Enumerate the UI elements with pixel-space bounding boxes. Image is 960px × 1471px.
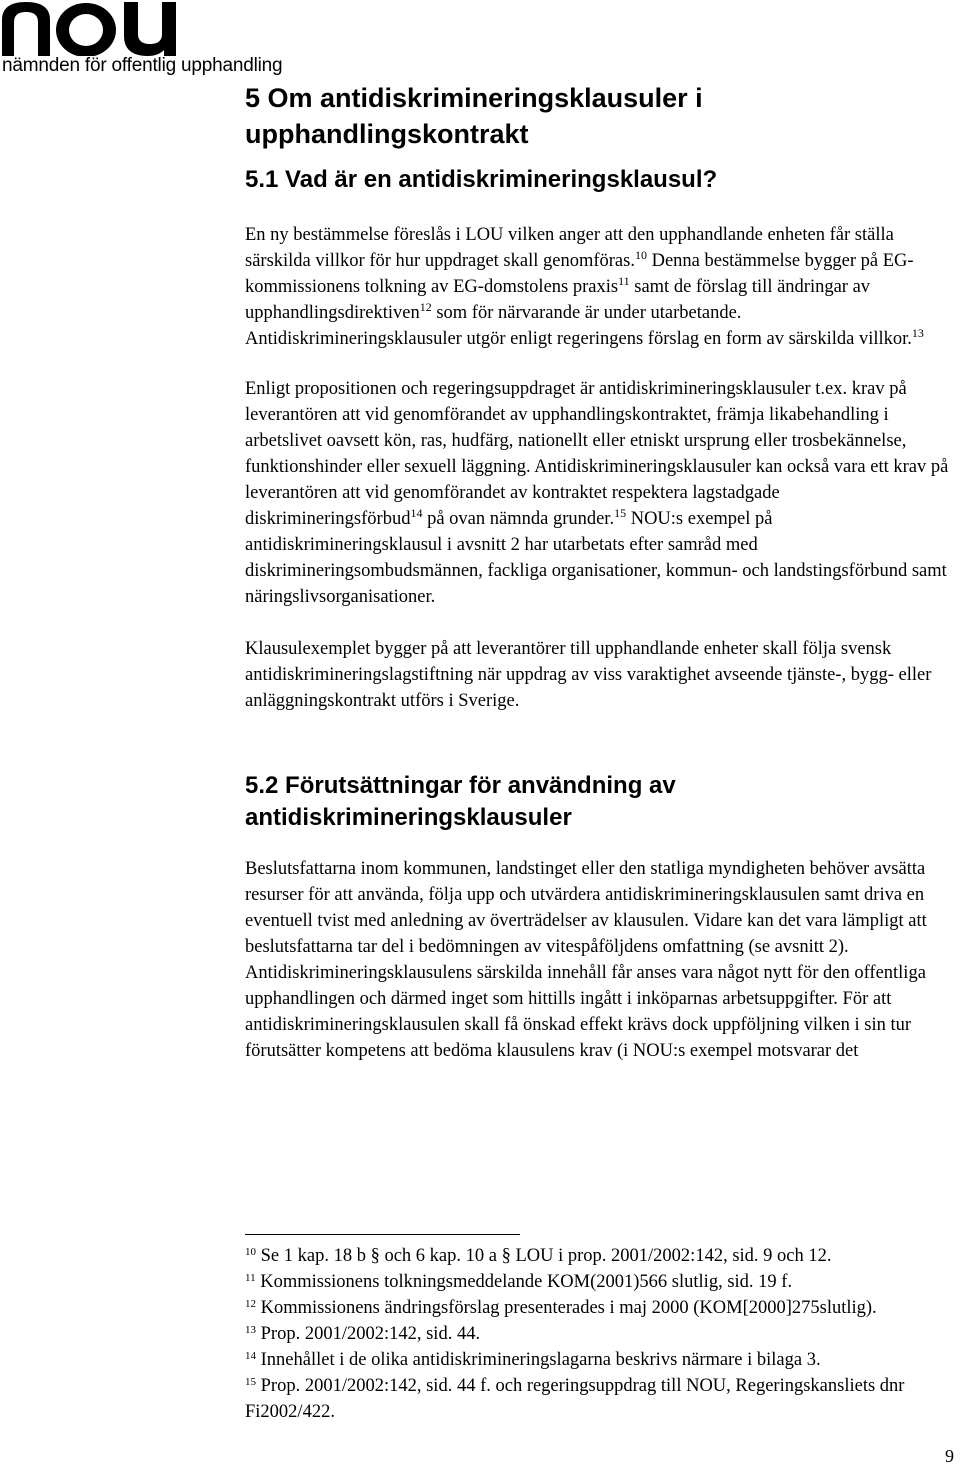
footnote: $^{13}$ Prop. 2001/2002:142, sid. 44. xyxy=(245,1324,481,1344)
subsection-title-5-2: 5.2 Förutsättningar för användning av antidiskrimineringsklausuler xyxy=(245,772,676,831)
nou-logo xyxy=(0,0,283,80)
section-title: 5 Om antidiskrimineringsklausuler i upphandlingskontrakt xyxy=(245,83,703,149)
footnote: $^{12}$ Kommissionens ändringsförslag presenterades i maj 2000 (KOM[2000]275slutlig). xyxy=(245,1298,877,1318)
paragraph-4: Beslutsfattarna inom kommunen, landstinget eller den statliga myndigheten behöver avsätta resurser för att använda, följa upp och utvärdera antidiskrimineringsklausulen samt driva en eventuell tvist med anledning av överträdelser av klausulen. Vidare kan det vara lämpligt att beslutsfattarna tar del i bedömningen av vitespåföljdens omfattning (se avsnitt 2). Antidiskrimineringsklausulens särskilda innehåll får anses vara något nytt för den offentliga upphandlingen och därmed inget som hittills ingått i inköparnas arbetsuppgifter. För att antidiskrimineringsklausulen skall få önskad effekt krävs dock uppföljning vilken i sin tur förutsätter kompetens att bedöma klausulens krav (i NOU:s exempel motsvarar det xyxy=(245,859,927,1061)
footnote: $^{11}$ Kommissionens tolkningsmeddelande KOM(2001)566 slutlig, sid. 19 f. xyxy=(245,1272,793,1292)
footnote-ref-15: 15 xyxy=(614,506,627,520)
footnote: $^{14}$ Innehållet i de olika antidiskrimineringslagarna beskrivs närmare i bilaga 3. xyxy=(245,1350,821,1370)
page-number: 9 xyxy=(945,1446,954,1466)
page-content xyxy=(245,80,957,1064)
logo-caption: nämnden för offentlig upphandling xyxy=(2,55,283,76)
paragraph-2: Enligt propositionen och regeringsuppdraget är antidiskrimineringsklausuler t.ex. krav på leverantören att vid genomförandet av upphandlingskontraktet, främja likabehandling i arbetslivet oavsett kön, ras, hudfärg, nationellt eller etniskt ursprung eller trosbekännelse, funktionshinder eller sexuell läggning. Antidiskrimineringsklausuler kan också vara ett krav på leverantören att vid genomförandet av kontraktet respektera lagstadgade diskrimineringsförbud$^{14}$ på ovan nämnda grunder.$^{15}$ NOU:s exempel på antidiskrimineringsklausul i avsnitt 2 har utarbetats efter samråd med diskrimineringsombudsmännen, fackliga organisationer, kommun- och landstingsförbund samt näringslivsorganisationer. xyxy=(245,379,949,607)
footnote-ref-14: 14 xyxy=(410,506,423,520)
footnote-separator xyxy=(245,1234,520,1235)
footnote: $^{15}$ Prop. 2001/2002:142, sid. 44 f. och regeringsuppdrag till NOU, Regeringskansliets dnr Fi2002/422. xyxy=(245,1376,905,1422)
footnotes xyxy=(245,1243,957,1425)
footnote: $^{10}$ Se 1 kap. 18 b § och 6 kap. 10 a § LOU i prop. 2001/2002:142, sid. 9 och 12. xyxy=(245,1246,832,1266)
subsection-title-5-1: 5.1 Vad är en antidiskrimineringsklausul? xyxy=(245,166,718,193)
footnote-ref-12: 12 xyxy=(419,300,432,314)
paragraph-1: En ny bestämmelse föreslås i LOU vilken anger att den upphandlande enheten får ställa särskilda villkor för hur uppdraget skall genomföras.$^{10}$ Denna bestämmelse bygger på EG-kommissionens tolkning av EG-domstolens praxis$^{11}$ samt de förslag till ändringar av upphandlingsdirektiven$^{12}$ som för närvarande är under utarbetande. Antidiskrimineringsklausuler utgör enligt regeringens förslag en form av särskilda villkor.$^{13}$ xyxy=(245,225,924,349)
paragraph-3: Klausulexemplet bygger på att leverantörer till upphandlande enheter skall följa svensk antidiskrimineringslagstiftning när uppdrag av viss varaktighet avseende tjänste-, bygg- eller anläggningskontrakt utförs i Sverige. xyxy=(245,639,932,711)
footnote-ref-13: 13 xyxy=(911,326,924,340)
nou-logo-mark xyxy=(0,0,275,56)
footnote-ref-11: 11 xyxy=(618,274,630,288)
footnote-ref-10: 10 xyxy=(634,248,647,262)
